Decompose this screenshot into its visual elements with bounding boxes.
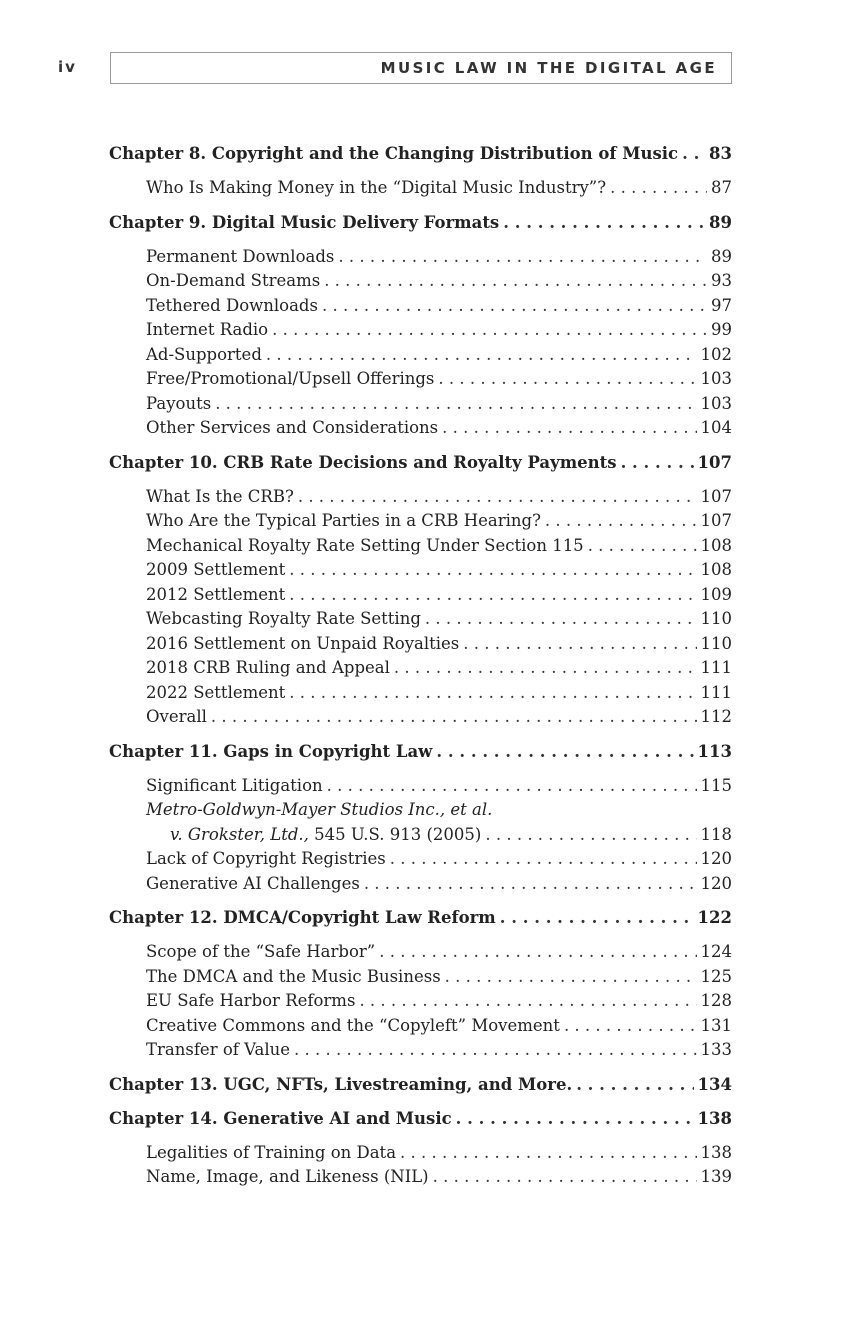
toc-entry[interactable] (109, 774, 732, 799)
entry-page: 118 (700, 824, 732, 844)
dot-leader (436, 740, 693, 764)
toc-entry[interactable] (109, 294, 732, 319)
toc-entry[interactable] (109, 656, 732, 681)
dot-leader (438, 367, 696, 392)
entry-label: 2018 CRB Ruling and Appeal (146, 658, 390, 677)
entry-label: EU Safe Harbor Reforms (146, 991, 356, 1010)
chapter-9-entries (109, 245, 732, 441)
entry-page: 120 (700, 873, 732, 893)
entry-page: 93 (711, 271, 732, 290)
toc-entry[interactable] (109, 632, 732, 657)
case-name-italic-2: v. Grokster, Ltd., (170, 824, 309, 844)
entry-label: 2022 Settlement (146, 682, 286, 702)
dot-leader (564, 1014, 697, 1039)
toc-entry[interactable] (109, 1165, 732, 1190)
toc-chapter-11[interactable] (109, 740, 732, 764)
chapter-title: Chapter 13. UGC, NFTs, Livestreaming, and More. (109, 1074, 573, 1094)
entry-label: Creative Commons and the “Copyleft” Movement (146, 1015, 560, 1035)
dot-leader (433, 1165, 697, 1190)
table-of-contents (109, 142, 732, 1200)
running-head-box (110, 52, 732, 84)
entry-label: 2012 Settlement (146, 584, 286, 604)
entry-page: 125 (700, 966, 732, 986)
chapter-page: 107 (697, 452, 732, 472)
toc-entry[interactable] (109, 509, 732, 534)
chapter-title: Chapter 14. Generative AI and Music (109, 1108, 452, 1128)
dot-leader (289, 583, 696, 608)
toc-entry[interactable] (109, 1038, 732, 1063)
entry-page: 112 (700, 707, 732, 726)
entry-page: 107 (700, 511, 732, 530)
dot-leader (576, 1073, 693, 1097)
dot-leader (289, 558, 696, 583)
toc-chapter-12[interactable] (109, 906, 732, 930)
entry-page: 120 (700, 849, 732, 868)
case-name-italic: Metro-Goldwyn-Mayer Studios Inc., et al. (146, 800, 493, 819)
toc-entry[interactable] (109, 416, 732, 441)
chapter-title: Chapter 12. DMCA/Copyright Law Reform (109, 908, 496, 927)
toc-entry-case-citation[interactable] (109, 823, 732, 848)
dot-leader (215, 392, 696, 417)
entry-label: Payouts (146, 393, 212, 413)
entry-page: 111 (700, 658, 732, 677)
toc-entry[interactable] (109, 1141, 732, 1166)
entry-page: 139 (700, 1167, 732, 1186)
dot-leader (485, 823, 696, 848)
page-number: iv (58, 58, 77, 76)
toc-entry[interactable] (109, 558, 732, 583)
dot-leader (289, 681, 696, 706)
dot-leader (338, 245, 707, 270)
dot-leader (211, 705, 697, 730)
entry-page: 108 (700, 560, 732, 579)
entry-page: 89 (711, 246, 732, 266)
dot-leader (500, 906, 694, 930)
toc-entry-case-title[interactable] (109, 798, 732, 823)
entry-page: 103 (700, 369, 732, 388)
dot-leader (588, 534, 697, 559)
entry-label: Permanent Downloads (146, 246, 335, 266)
entry-label: Significant Litigation (146, 775, 323, 795)
dot-leader (266, 343, 697, 368)
toc-entry[interactable] (109, 607, 732, 632)
entry-page: 110 (700, 609, 732, 628)
entry-label: Scope of the “Safe Harbor” (146, 942, 376, 961)
dot-leader (503, 211, 705, 235)
dot-leader (294, 1038, 696, 1063)
chapter-page: 134 (697, 1074, 732, 1094)
entry-page: 115 (700, 775, 732, 795)
case-citation (170, 823, 481, 848)
toc-entry[interactable] (109, 485, 732, 510)
toc-entry[interactable] (109, 1014, 732, 1039)
entry-page: 124 (700, 942, 732, 961)
toc-chapter-13[interactable] (109, 1073, 732, 1097)
chapter-page: 89 (709, 212, 732, 232)
chapter-page: 122 (697, 908, 732, 927)
dot-leader (324, 269, 707, 294)
chapter-page: 83 (709, 144, 732, 163)
entry-page: 109 (700, 584, 732, 604)
entry-page: 97 (711, 295, 732, 315)
entry-label: Tethered Downloads (146, 295, 318, 315)
entry-label: Overall (146, 707, 207, 726)
entry-page: 133 (700, 1040, 732, 1059)
entry-label: 2009 Settlement (146, 560, 286, 579)
chapter-12-entries (109, 940, 732, 1063)
chapter-title: Chapter 8. Copyright and the Changing Distribution of Music (109, 144, 679, 163)
chapter-11-entries (109, 774, 732, 897)
chapter-10-entries (109, 485, 732, 730)
dot-leader (463, 632, 696, 657)
entry-page: 138 (700, 1142, 732, 1162)
entry-page: 103 (700, 393, 732, 413)
entry-page: 104 (700, 418, 732, 437)
entry-label: Who Is Making Money in the “Digital Music Industry”? (146, 178, 607, 197)
dot-leader (610, 176, 707, 201)
toc-entry[interactable] (109, 940, 732, 965)
entry-label: Transfer of Value (146, 1040, 291, 1059)
entry-label: Internet Radio (146, 320, 269, 339)
chapter-title: Chapter 9. Digital Music Delivery Formats (109, 212, 500, 232)
entry-label: Lack of Copyright Registries (146, 849, 386, 868)
chapter-14-entries (109, 1141, 732, 1190)
case-citation-text: 545 U.S. 913 (2005) (308, 824, 482, 844)
entry-label: Generative AI Challenges (146, 873, 360, 893)
chapter-page: 113 (697, 741, 732, 761)
dot-leader (327, 774, 697, 799)
entry-label: Ad-Supported (146, 344, 262, 364)
entry-page: 102 (700, 344, 732, 364)
toc-chapter-10[interactable] (109, 451, 732, 475)
dot-leader (545, 509, 697, 534)
dot-leader (364, 872, 697, 897)
chapter-title: Chapter 10. CRB Rate Decisions and Royalty Payments (109, 452, 617, 472)
toc-entry[interactable] (109, 367, 732, 392)
toc-entry[interactable] (109, 392, 732, 417)
toc-entry[interactable] (109, 176, 732, 201)
dot-leader (425, 607, 697, 632)
dot-leader (359, 989, 696, 1014)
entry-page: 107 (700, 486, 732, 506)
toc-chapter-8[interactable] (109, 142, 732, 166)
toc-entry[interactable] (109, 681, 732, 706)
entry-label: Name, Image, and Likeness (NIL) (146, 1167, 429, 1186)
entry-label: On-Demand Streams (146, 271, 321, 290)
entry-page: 111 (700, 682, 732, 702)
chapter-title: Chapter 11. Gaps in Copyright Law (109, 741, 433, 761)
entry-label: Legalities of Training on Data (146, 1142, 397, 1162)
chapter-8-entries (109, 176, 732, 201)
dot-leader (390, 847, 697, 872)
entry-label: 2016 Settlement on Unpaid Royalties (146, 633, 460, 653)
dot-leader (445, 965, 697, 990)
entry-page: 87 (711, 178, 732, 197)
entry-label: Other Services and Considerations (146, 418, 439, 437)
dot-leader (298, 485, 697, 510)
dot-leader (322, 294, 707, 319)
toc-entry[interactable] (109, 965, 732, 990)
entry-label: Who Are the Typical Parties in a CRB Hearing? (146, 511, 541, 530)
toc-entry[interactable] (109, 847, 732, 872)
dot-leader (400, 1141, 696, 1166)
dot-leader (442, 416, 696, 441)
toc-entry[interactable] (109, 534, 732, 559)
toc-entry[interactable] (109, 705, 732, 730)
case-name-line1 (146, 798, 492, 823)
entry-label: Webcasting Royalty Rate Setting (146, 609, 421, 628)
toc-chapter-9[interactable] (109, 211, 732, 235)
entry-label: What Is the CRB? (146, 486, 294, 506)
dot-leader (621, 451, 694, 475)
entry-page: 108 (700, 535, 732, 555)
dot-leader (394, 656, 697, 681)
dot-leader (272, 318, 707, 343)
toc-entry[interactable] (109, 269, 732, 294)
entry-page: 131 (700, 1015, 732, 1035)
chapter-page: 138 (697, 1108, 732, 1128)
toc-entry[interactable] (109, 245, 732, 270)
entry-label: Mechanical Royalty Rate Setting Under Section 115 (146, 535, 584, 555)
toc-chapter-14[interactable] (109, 1107, 732, 1131)
dot-leader (682, 142, 705, 166)
toc-entry[interactable] (109, 989, 732, 1014)
toc-entry[interactable] (109, 583, 732, 608)
entry-page: 99 (711, 320, 732, 339)
entry-page: 128 (700, 991, 732, 1010)
entry-page: 110 (700, 633, 732, 653)
entry-label: Free/Promotional/Upsell Offerings (146, 369, 435, 388)
entry-label: The DMCA and the Music Business (146, 966, 441, 986)
toc-entry[interactable] (109, 318, 732, 343)
toc-entry[interactable] (109, 872, 732, 897)
dot-leader (379, 940, 696, 965)
running-head-title: MUSIC LAW IN THE DIGITAL AGE (380, 59, 717, 77)
page-header (0, 52, 864, 86)
dot-leader (456, 1107, 694, 1131)
toc-entry[interactable] (109, 343, 732, 368)
